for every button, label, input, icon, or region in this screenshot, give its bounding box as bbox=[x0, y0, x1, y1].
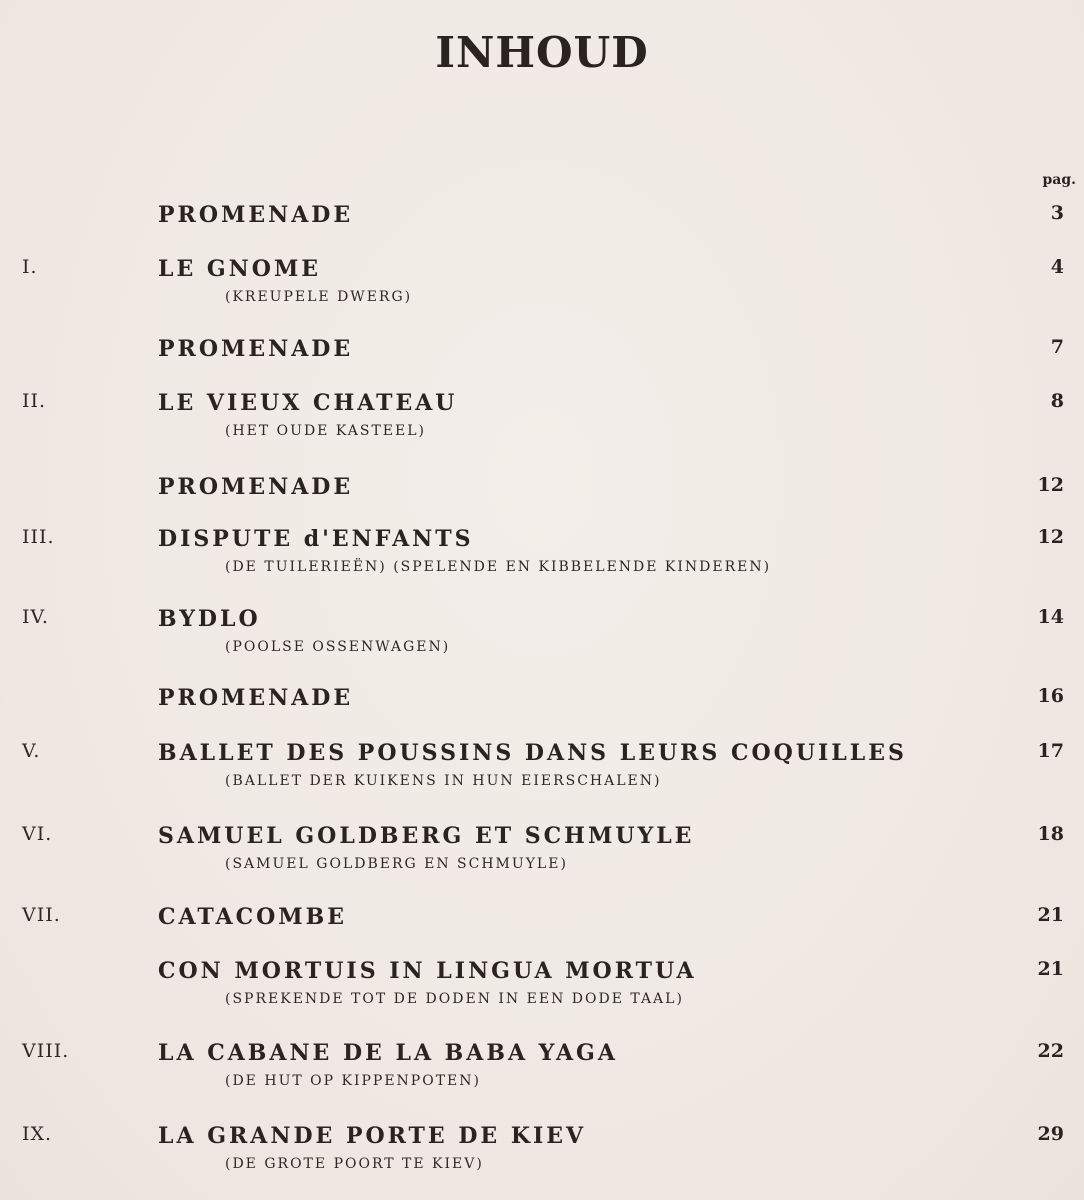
entry-subtitle: (DE GROTE POORT TE KIEV) bbox=[225, 1156, 484, 1172]
entry-page-number: 16 bbox=[1037, 685, 1064, 707]
entry-heading: PROMENADE bbox=[158, 336, 354, 362]
entry-heading: LA GRANDE PORTE DE KIEV bbox=[158, 1123, 587, 1149]
entry-subtitle: (DE HUT OP KIPPENPOTEN) bbox=[225, 1073, 481, 1089]
entry-page-number: 29 bbox=[1037, 1123, 1064, 1145]
entry-heading: LE GNOME bbox=[158, 256, 322, 282]
entry-heading: SAMUEL GOLDBERG ET SCHMUYLE bbox=[158, 823, 695, 849]
entry-numeral: V. bbox=[22, 740, 41, 762]
entry-numeral: IX. bbox=[22, 1123, 53, 1145]
entry-numeral: VIII. bbox=[22, 1040, 70, 1062]
entry-page-number: 21 bbox=[1037, 904, 1064, 926]
entry-heading: PROMENADE bbox=[158, 685, 354, 711]
entry-page-number: 7 bbox=[1050, 336, 1064, 358]
entry-subtitle: (BALLET DER KUIKENS IN HUN EIERSCHALEN) bbox=[225, 773, 662, 789]
entry-page-number: 12 bbox=[1037, 474, 1064, 496]
entry-heading: PROMENADE bbox=[158, 474, 354, 500]
entry-subtitle: (POOLSE OSSENWAGEN) bbox=[225, 639, 451, 655]
entry-heading: LA CABANE DE LA BABA YAGA bbox=[158, 1040, 618, 1066]
entry-numeral: II. bbox=[22, 390, 47, 412]
entry-subtitle: (DE TUILERIEËN) (SPELENDE EN KIBBELENDE KINDEREN) bbox=[225, 559, 772, 575]
entry-page-number: 17 bbox=[1037, 740, 1064, 762]
entry-page-number: 12 bbox=[1037, 526, 1064, 548]
entry-subtitle: (SPREKENDE TOT DE DODEN IN EEN DODE TAAL) bbox=[225, 991, 684, 1007]
entry-numeral: IV. bbox=[22, 606, 49, 628]
entry-numeral: VII. bbox=[22, 904, 61, 926]
entry-heading: PROMENADE bbox=[158, 202, 354, 228]
entry-page-number: 14 bbox=[1037, 606, 1064, 628]
page-column-label: pag. bbox=[1042, 172, 1076, 188]
entry-subtitle: (KREUPELE DWERG) bbox=[225, 289, 413, 305]
entry-subtitle: (SAMUEL GOLDBERG EN SCHMUYLE) bbox=[225, 856, 568, 872]
entry-numeral: I. bbox=[22, 256, 38, 278]
entry-page-number: 8 bbox=[1050, 390, 1064, 412]
entry-heading: LE VIEUX CHATEAU bbox=[158, 390, 458, 416]
page-title: INHOUD bbox=[435, 28, 649, 77]
entry-numeral: VI. bbox=[22, 823, 53, 845]
entry-page-number: 22 bbox=[1037, 1040, 1064, 1062]
entry-heading: CATACOMBE bbox=[158, 904, 348, 930]
entry-page-number: 18 bbox=[1037, 823, 1064, 845]
entry-page-number: 3 bbox=[1050, 202, 1064, 224]
entry-heading: BYDLO bbox=[158, 606, 261, 632]
entry-heading: BALLET DES POUSSINS DANS LEURS COQUILLES bbox=[158, 740, 907, 766]
entry-subtitle: (HET OUDE KASTEEL) bbox=[225, 423, 426, 439]
entry-numeral: III. bbox=[22, 526, 55, 548]
entry-page-number: 4 bbox=[1050, 256, 1064, 278]
entry-heading: CON MORTUIS IN LINGUA MORTUA bbox=[158, 958, 697, 984]
entry-heading: DISPUTE d'ENFANTS bbox=[158, 526, 474, 552]
entry-page-number: 21 bbox=[1037, 958, 1064, 980]
